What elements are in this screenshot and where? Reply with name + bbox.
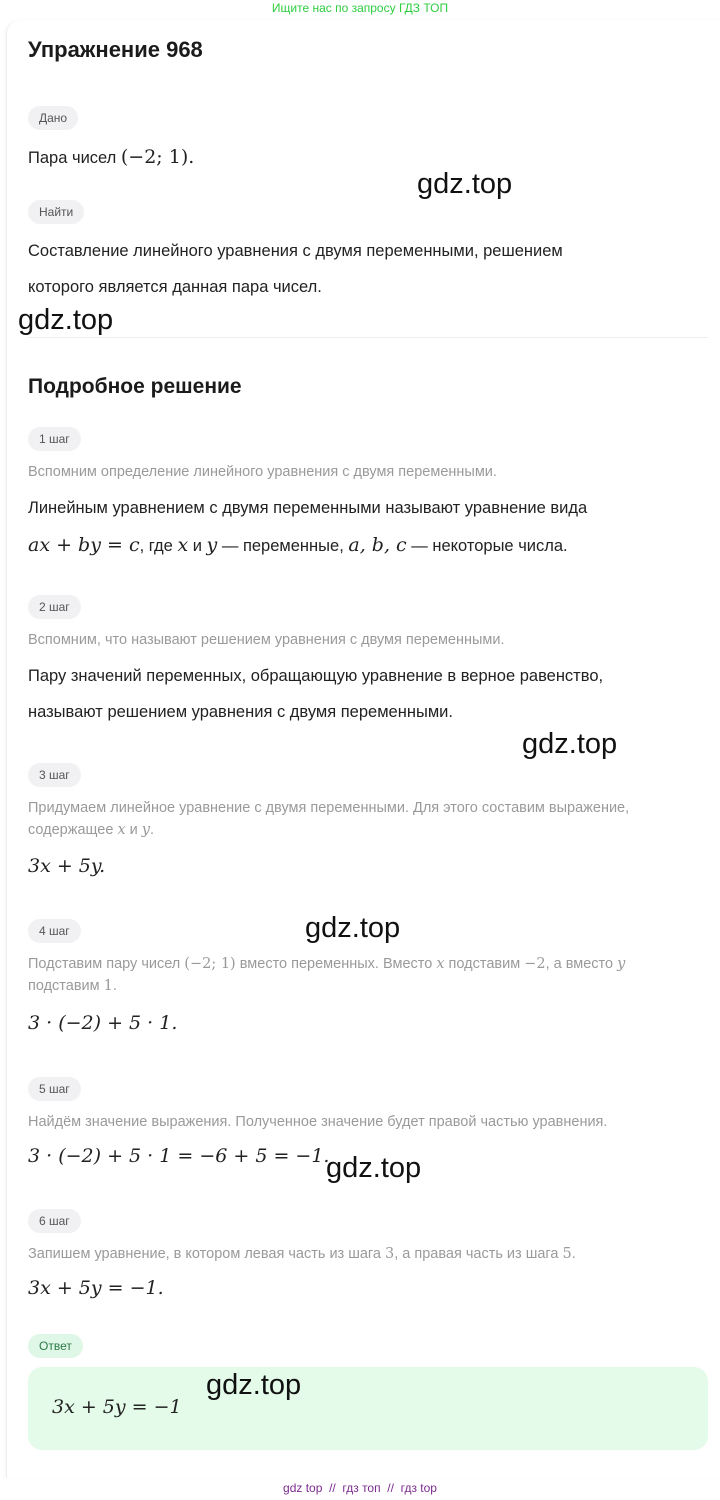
step-expression <box>28 1145 329 1167</box>
step-hint: Найдём значение выражения. Полученное значение будет правой частью уравнения. <box>28 1114 608 1130</box>
expression: 3x + 5y. <box>28 855 106 877</box>
number-pair: (−2; 1) <box>184 956 236 972</box>
equation: 3x + 5y = −1. <box>28 1277 164 1299</box>
answer-badge: Ответ <box>28 1334 83 1358</box>
var-x: x <box>436 956 445 972</box>
hint-line <box>28 975 718 997</box>
watermark: gdz.top <box>326 1152 422 1184</box>
step-hint: Вспомним, что называют решением уравнения с двумя переменными. <box>28 632 505 648</box>
text-fragment: , а вместо <box>545 956 618 972</box>
watermark: gdz.top <box>206 1369 302 1401</box>
step-1 <box>28 427 81 451</box>
number: 1 <box>103 978 113 994</box>
text-fragment: . <box>571 1246 576 1262</box>
step-text <box>28 658 718 730</box>
text-fragment: . <box>112 978 117 994</box>
given-badge: Дано <box>28 106 78 130</box>
text-fragment: и <box>125 822 142 838</box>
page-title: Упражнение 968 <box>28 37 203 62</box>
solution-title: Подробное решение <box>28 375 242 398</box>
text-fragment: подставим <box>28 978 104 994</box>
text-fragment: Запишем уравнение, в котором левая часть из шага <box>28 1246 385 1262</box>
watermark: gdz.top <box>18 304 114 336</box>
text-fragment: , где <box>139 537 178 555</box>
coefficients: a, b, c <box>348 534 407 556</box>
step-6 <box>28 1209 81 1233</box>
step-expression <box>28 855 105 877</box>
step-badge: 4 шаг <box>28 919 81 943</box>
number: 3 <box>384 1246 395 1262</box>
text-fragment: , а правая часть из шага <box>394 1246 563 1262</box>
given-label-text: Пара чисел <box>28 149 117 167</box>
hint-line <box>28 819 718 841</box>
top-search-banner[interactable]: Ищите нас по запросу ГДЗ ТОП <box>271 1 449 15</box>
text-fragment: Подставим пару чисел <box>28 956 185 972</box>
number: −2 <box>524 956 546 972</box>
footer-links[interactable]: gdz top // гдз топ // гдз top <box>283 1481 437 1495</box>
step-hint <box>28 1243 576 1265</box>
given-section <box>28 106 78 130</box>
watermark: gdz.top <box>305 912 401 944</box>
var-y: y <box>206 534 218 556</box>
number: 5 <box>562 1246 572 1262</box>
step-equation <box>28 1277 164 1299</box>
step-badge: 6 шаг <box>28 1209 81 1233</box>
text-fragment: — переменные, <box>217 537 349 555</box>
watermark: gdz.top <box>522 728 618 760</box>
find-line-1: Составление линейного уравнения с двумя переменными, решением <box>28 242 563 260</box>
step-hint <box>28 953 718 997</box>
var-x: x <box>117 822 126 838</box>
text-line: Пару значений переменных, обращающую уравнение в верное равенство, <box>28 667 604 685</box>
hint-line <box>28 953 718 975</box>
answer-section <box>28 1334 83 1358</box>
step-hint <box>28 797 718 841</box>
text-fragment: и <box>188 537 207 555</box>
step-expression <box>28 1012 177 1034</box>
text-fragment: — некоторые числа. <box>406 537 568 555</box>
text-fragment: содержащее <box>28 822 118 838</box>
answer-equation <box>52 1396 182 1418</box>
watermark: gdz.top <box>417 168 513 200</box>
step-definition-line <box>28 527 568 564</box>
var-y: y <box>617 956 626 972</box>
step-hint: Вспомним определение линейного уравнения с двумя переменными. <box>28 464 497 480</box>
hint-line: Придумаем линейное уравнение с двумя переменными. Для этого составим выражение, <box>28 800 630 816</box>
section-divider <box>28 337 708 338</box>
step-text: Линейным уравнением с двумя переменными называют уравнение вида <box>28 499 588 517</box>
step-badge: 2 шаг <box>28 595 81 619</box>
step-badge: 3 шаг <box>28 763 81 787</box>
expression: 3 · (−2) + 5 · 1 = −6 + 5 = −1. <box>28 1145 330 1167</box>
given-text <box>28 139 194 176</box>
find-badge: Найти <box>28 200 84 224</box>
step-5 <box>28 1077 81 1101</box>
text-line: называют решением уравнения с двумя переменными. <box>28 703 453 721</box>
step-badge: 5 шаг <box>28 1077 81 1101</box>
expression: 3 · (−2) + 5 · 1. <box>28 1012 178 1034</box>
text-fragment: подставим <box>444 956 525 972</box>
equation-inline: ax + by = c <box>28 534 140 556</box>
find-line-2: которого является данная пара чисел. <box>28 278 322 296</box>
find-text <box>28 233 708 305</box>
find-section <box>28 200 84 224</box>
given-pair: (−2; 1). <box>120 146 195 168</box>
var-y: y <box>141 822 150 838</box>
step-2 <box>28 595 81 619</box>
text-fragment: вместо переменных. Вместо <box>235 956 437 972</box>
step-badge: 1 шаг <box>28 427 81 451</box>
var-x: x <box>177 534 189 556</box>
step-3 <box>28 763 81 787</box>
step-4 <box>28 919 81 943</box>
answer-math: 3x + 5y = −1 <box>52 1396 182 1418</box>
text-fragment: . <box>150 822 155 838</box>
